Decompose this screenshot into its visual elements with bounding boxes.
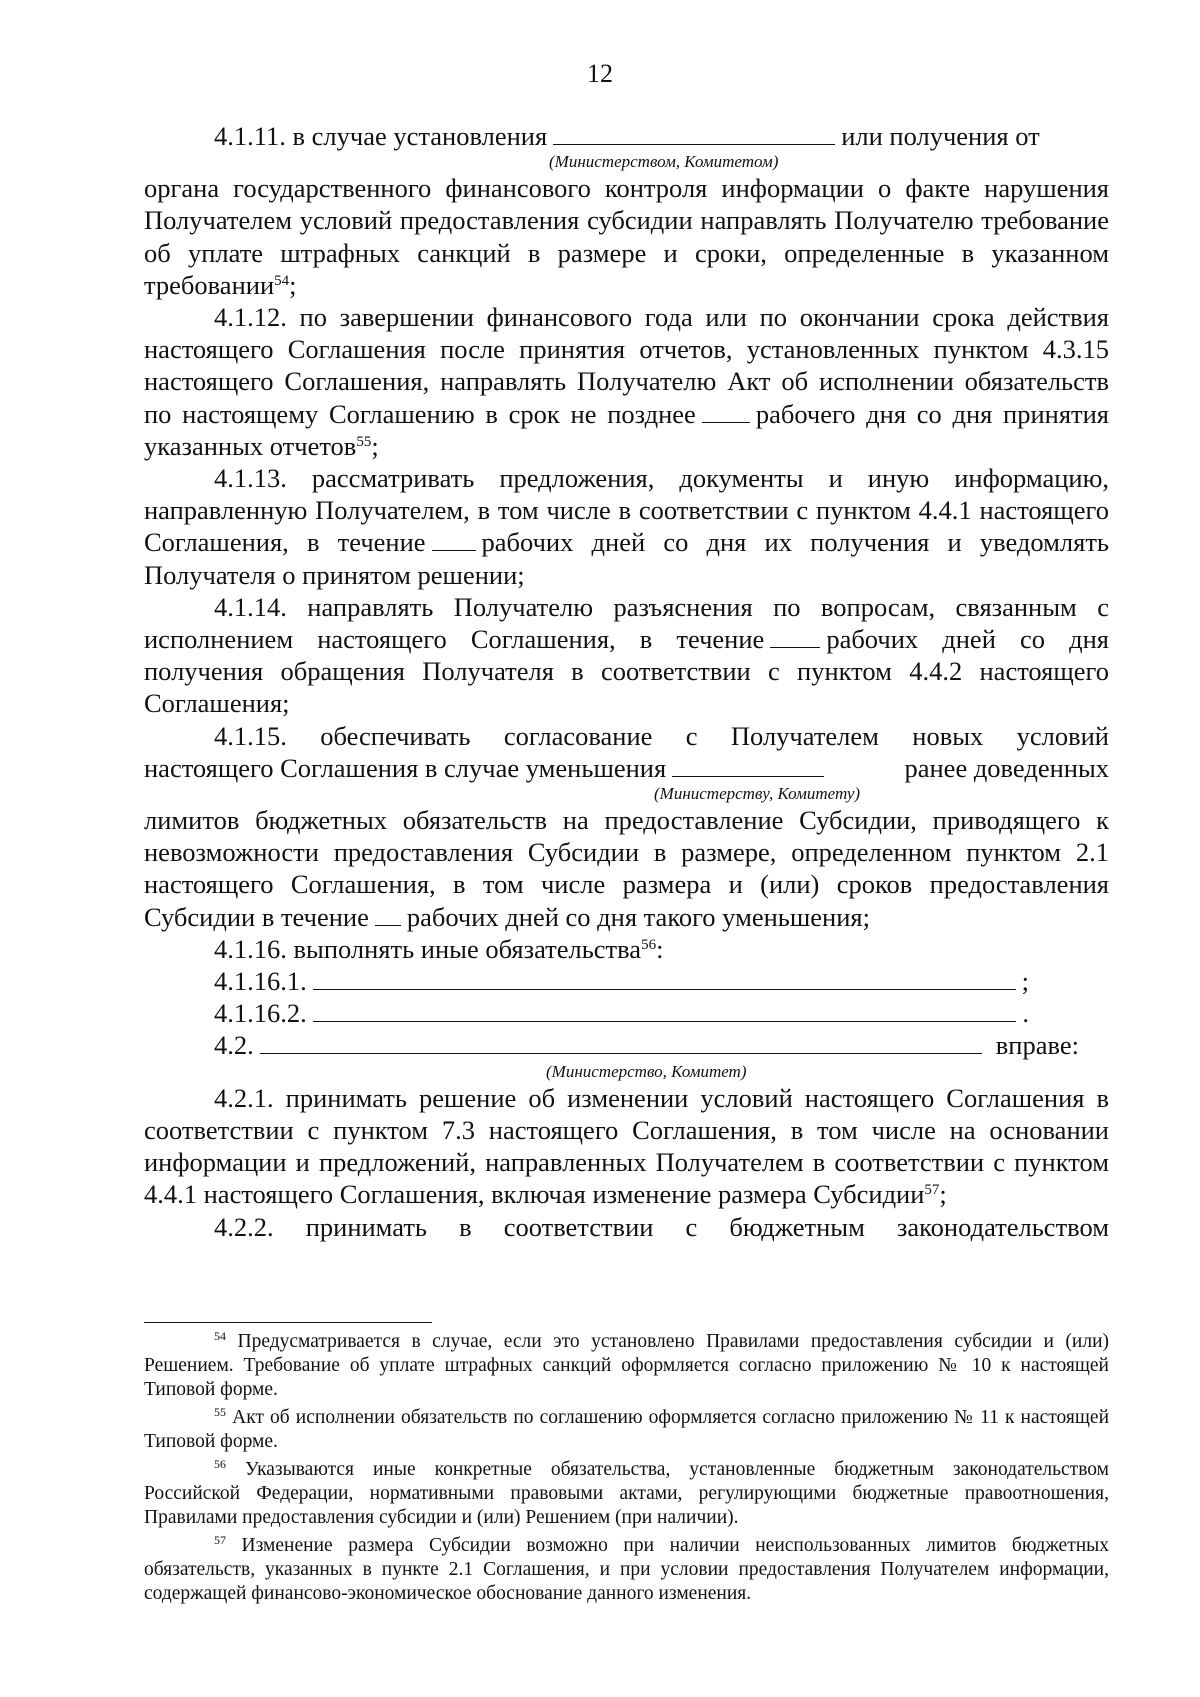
- footnote-number: 57: [214, 1533, 226, 1547]
- clause-4-1-15-lead: настоящего Соглашения в случае уменьшения: [144, 752, 667, 783]
- field-caption: (Министерством, Комитетом): [549, 152, 779, 172]
- clause-text: 4.1.16. выполнять иные обязательства: [214, 933, 642, 964]
- clause-4-1-15-second-line: [144, 752, 1109, 784]
- clause-text: 4.1.14. направлять Получателю разъяснения по вопросам, связанным с исполнением настоящего Соглашения, в течение: [144, 591, 1109, 655]
- punctuation: .: [1022, 998, 1029, 1029]
- clause-text: 4.2.1. принимать решение об изменении условий настоящего Соглашения в соответствии с пунктом 7.3 настоящего Соглашения, в том числе на основании информации и предложений, направленных Получателем в соответствии с пунктом 4.4.1 настоящего Соглашения, включая изменение размера Субсидии: [144, 1082, 1109, 1210]
- subclause-label: 4.1.16.1.: [214, 966, 307, 997]
- blank-field: [672, 754, 824, 777]
- clause-4-1-11-tail: или получения от: [841, 121, 1040, 151]
- clause-4-2: [144, 1029, 1109, 1061]
- footnote-text: Предусматривается в случае, если это установлено Правилами предоставления субсидии и (или) Решением. Требование об уплате штрафных санкций оформляется согласно приложению № 10 к настоящей Типовой форме.: [144, 1331, 1109, 1400]
- clause-4-1-16: [144, 933, 1109, 965]
- blank-field: [553, 122, 835, 145]
- clause-4-2-1: [144, 1082, 1109, 1211]
- blank-field: [432, 528, 476, 551]
- blank-field: [702, 400, 750, 423]
- clause-label: 4.2.: [214, 1030, 254, 1061]
- footnote-separator: [144, 1322, 432, 1323]
- footnote-text: Акт об исполнении обязательств по соглашению оформляется согласно приложению № 11 к настоящей Типовой форме.: [144, 1407, 1110, 1452]
- clause-text: рабочих дней со дня их получения и уведомлять Получателя о принятом решении;: [144, 527, 1109, 590]
- punctuation: ;: [939, 1179, 947, 1210]
- clause-4-2-2: 4.2.2. принимать в соответствии с бюджетным законодательством: [214, 1211, 1109, 1242]
- clause-4-1-13: [144, 462, 1109, 591]
- punctuation: ;: [1021, 966, 1029, 997]
- footnote-ref: 57: [924, 1182, 940, 1199]
- clause-4-1-12: [144, 301, 1109, 462]
- clause-4-1-11-text: [144, 172, 1109, 301]
- blank-field: [313, 999, 1017, 1022]
- clause-text: рабочего дня со дня принятия указанных отчетов: [144, 398, 1109, 461]
- blank-field: [313, 967, 1016, 990]
- clause-text: лимитов бюджетных обязательств на предоставление Субсидии, приводящего к невозможности предоставления Субсидии в размере, определенном пунктом 2.1 настоящего Соглашения, в том числе размера и (или) сроков предоставления Субсидии в течение: [144, 805, 1109, 932]
- footnote-ref: 56: [641, 936, 657, 953]
- clause-4-1-15-first-line: 4.1.15. обеспечивать согласование с Получателем новых условий: [214, 720, 1109, 751]
- blank-field: [260, 1031, 982, 1054]
- footnote-ref: 54: [274, 272, 290, 289]
- blank-field: [770, 625, 820, 648]
- clause-4-1-14: [144, 591, 1109, 720]
- footnote-number: 55: [214, 1405, 226, 1419]
- footnote-57: [144, 1534, 1109, 1606]
- clause-4-1-15-text: [144, 804, 1109, 933]
- clause-4-1-15-tail: ранее доведенных: [904, 752, 1109, 783]
- footnote-54: [144, 1330, 1109, 1402]
- footnote-text: Изменение размера Субсидии возможно при наличии неиспользованных лимитов бюджетных обязательств, указанных в пункте 2.1 Соглашения, и при условии предоставления Получателем информации, содержащей финансово-экономическое обоснование данного изменения.: [144, 1535, 1109, 1604]
- punctuation: ;: [371, 430, 379, 461]
- clause-text: рабочих дней со дня получения обращения Получателя в соответствии с пунктом 4.4.2 настоящего Соглашения;: [144, 624, 1109, 719]
- clause-text: 4.1.12. по завершении финансового года или по окончании срока действия настоящего Соглашения после принятия отчетов, установленных пунктом 4.3.15 настоящего Соглашения, направлять Получателю Акт об исполнении обязательств по настоящему Соглашению в срок не позднее: [144, 302, 1109, 429]
- document-body: [144, 120, 1109, 1243]
- footnote-55: [144, 1406, 1109, 1454]
- punctuation: :: [656, 933, 664, 964]
- punctuation: ;: [289, 269, 297, 300]
- footnotes: [144, 1330, 1109, 1610]
- clause-4-1-16-1: [144, 965, 1029, 997]
- clause-4-1-11-first-line: [144, 120, 1109, 152]
- subclause-label: 4.1.16.2.: [214, 998, 307, 1029]
- clause-4-1-11-lead: 4.1.11. в случае установления: [214, 121, 548, 151]
- clause-4-2-tail: вправе:: [995, 1030, 1079, 1061]
- footnote-number: 54: [214, 1329, 226, 1343]
- footnote-56: [144, 1458, 1109, 1530]
- footnote-text: Указываются иные конкретные обязательства, установленные бюджетным законодательством Российской Федерации, нормативными правовыми актами, регулирующими бюджетные правоотношения, Правилами предоставления субсидии и (или) Решением (при наличии).: [144, 1459, 1109, 1528]
- footnote-number: 56: [214, 1457, 226, 1471]
- field-caption: (Министерству, Комитету): [654, 784, 861, 804]
- field-caption: (Министерство, Комитет): [546, 1061, 747, 1081]
- blank-field: [375, 903, 401, 926]
- clause-4-1-16-2: [144, 997, 1029, 1029]
- clause-text: рабочих дней со дня такого уменьшения;: [406, 901, 870, 932]
- footnote-ref: 55: [356, 433, 372, 450]
- page-number: 12: [587, 59, 613, 88]
- clause-text: 4.1.13. рассматривать предложения, документы и иную информацию, направленную Получателем, в том числе в соответствии с пунктом 4.4.1 настоящего Соглашения, в течение: [144, 463, 1109, 558]
- clause-text: органа государственного финансового контроля информации о факте нарушения Получателем условий предоставления субсидии направлять Получателю требование об уплате штрафных санкций в размере и сроки, определенные в указанном требовании: [144, 173, 1109, 300]
